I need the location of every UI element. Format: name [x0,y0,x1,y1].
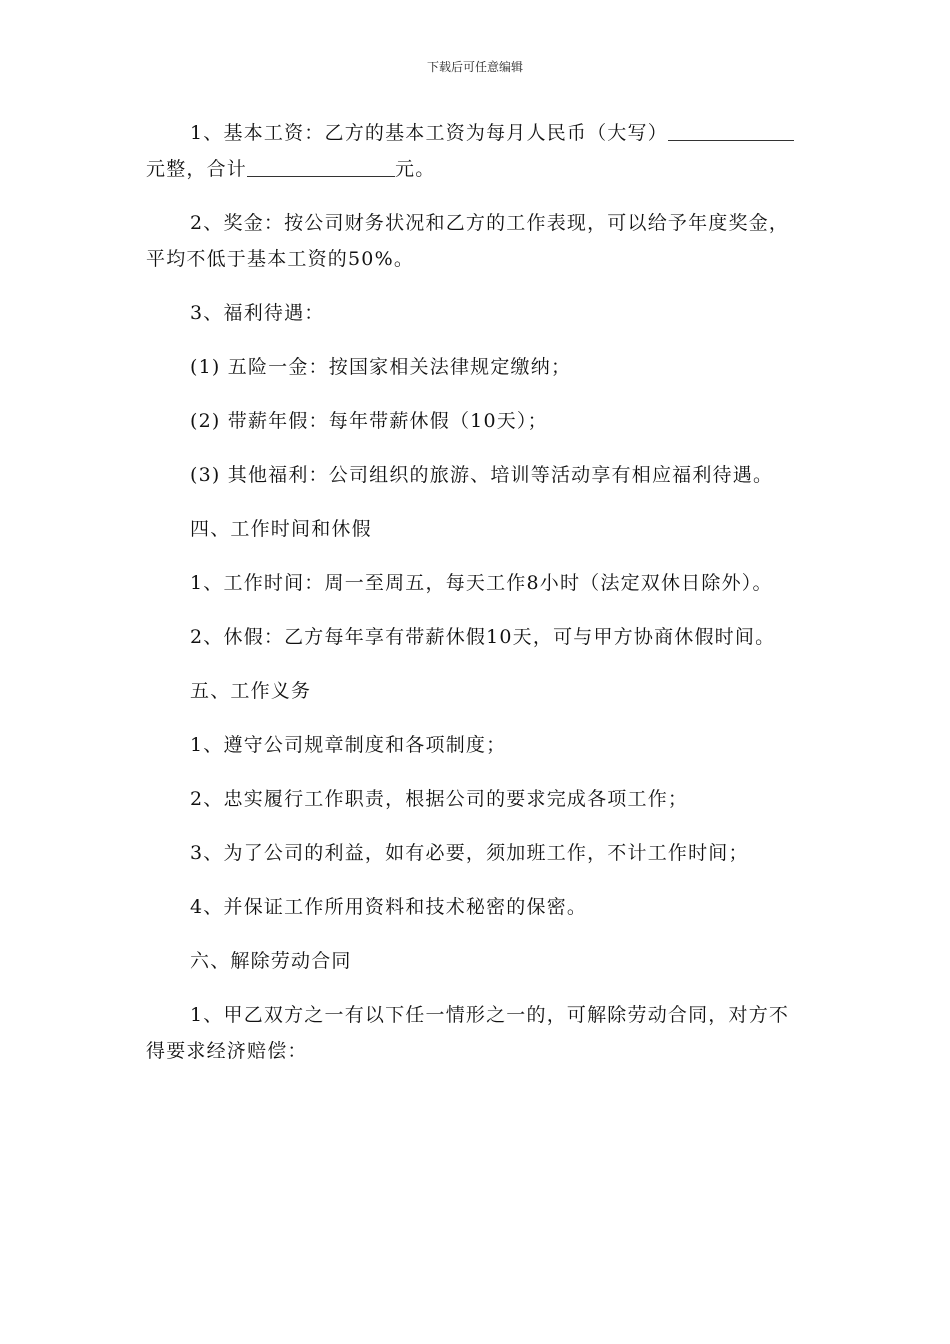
paragraph-duty-4: 4、并保证工作所用资料和技术秘密的保密。 [190,896,588,918]
page-header: 下载后可任意编辑 [426,60,523,74]
paragraph-paid-leave: (2) 带薪年假：每年带薪休假（10天）； [190,410,548,432]
blank-amount-uppercase-2 [754,118,794,141]
section-5-title: 五、工作义务 [190,680,312,702]
section-4-title: 四、工作时间和休假 [190,518,372,540]
paragraph-bonus: 2、奖金：按公司财务状况和乙方的工作表现，可以给予年度奖金，平均不低于基本工资的50%。 [146,212,790,270]
blank-amount-uppercase-1 [668,118,754,141]
paragraph-other-benefits: (3) 其他福利：公司组织的旅游、培训等活动享有相应福利待遇。 [190,464,774,486]
paragraph-work-hours: 1、工作时间：周一至周五，每天工作8小时（法定双休日除外）。 [190,572,773,594]
paragraph-termination-1: 1、甲乙双方之一有以下任一情形之一的，可解除劳动合同，对方不得要求经济赔偿： [146,1004,790,1062]
paragraph-benefits: 3、福利待遇： [190,302,325,324]
section-6-title: 六、解除劳动合同 [190,950,352,972]
paragraph-basic-salary [146,115,806,187]
blank-total-amount [247,154,395,177]
paragraph-duty-2: 2、忠实履行工作职责，根据公司的要求完成各项工作； [190,788,689,810]
paragraph-insurance: (1) 五险一金：按国家相关法律规定缴纳； [190,356,572,378]
paragraph-duty-3: 3、为了公司的利益，如有必要，须加班工作，不计工作时间； [190,842,749,864]
document-body [146,115,806,1087]
basic-salary-text-2: 元整，合计 [146,158,248,180]
basic-salary-text-3: 元。 [395,158,436,180]
paragraph-vacation: 2、休假：乙方每年享有带薪休假10天，可与甲方协商休假时间。 [190,626,776,648]
paragraph-duty-1: 1、遵守公司规章制度和各项制度； [190,734,507,756]
basic-salary-text: 1、基本工资：乙方的基本工资为每月人民币（大写） [190,122,668,144]
